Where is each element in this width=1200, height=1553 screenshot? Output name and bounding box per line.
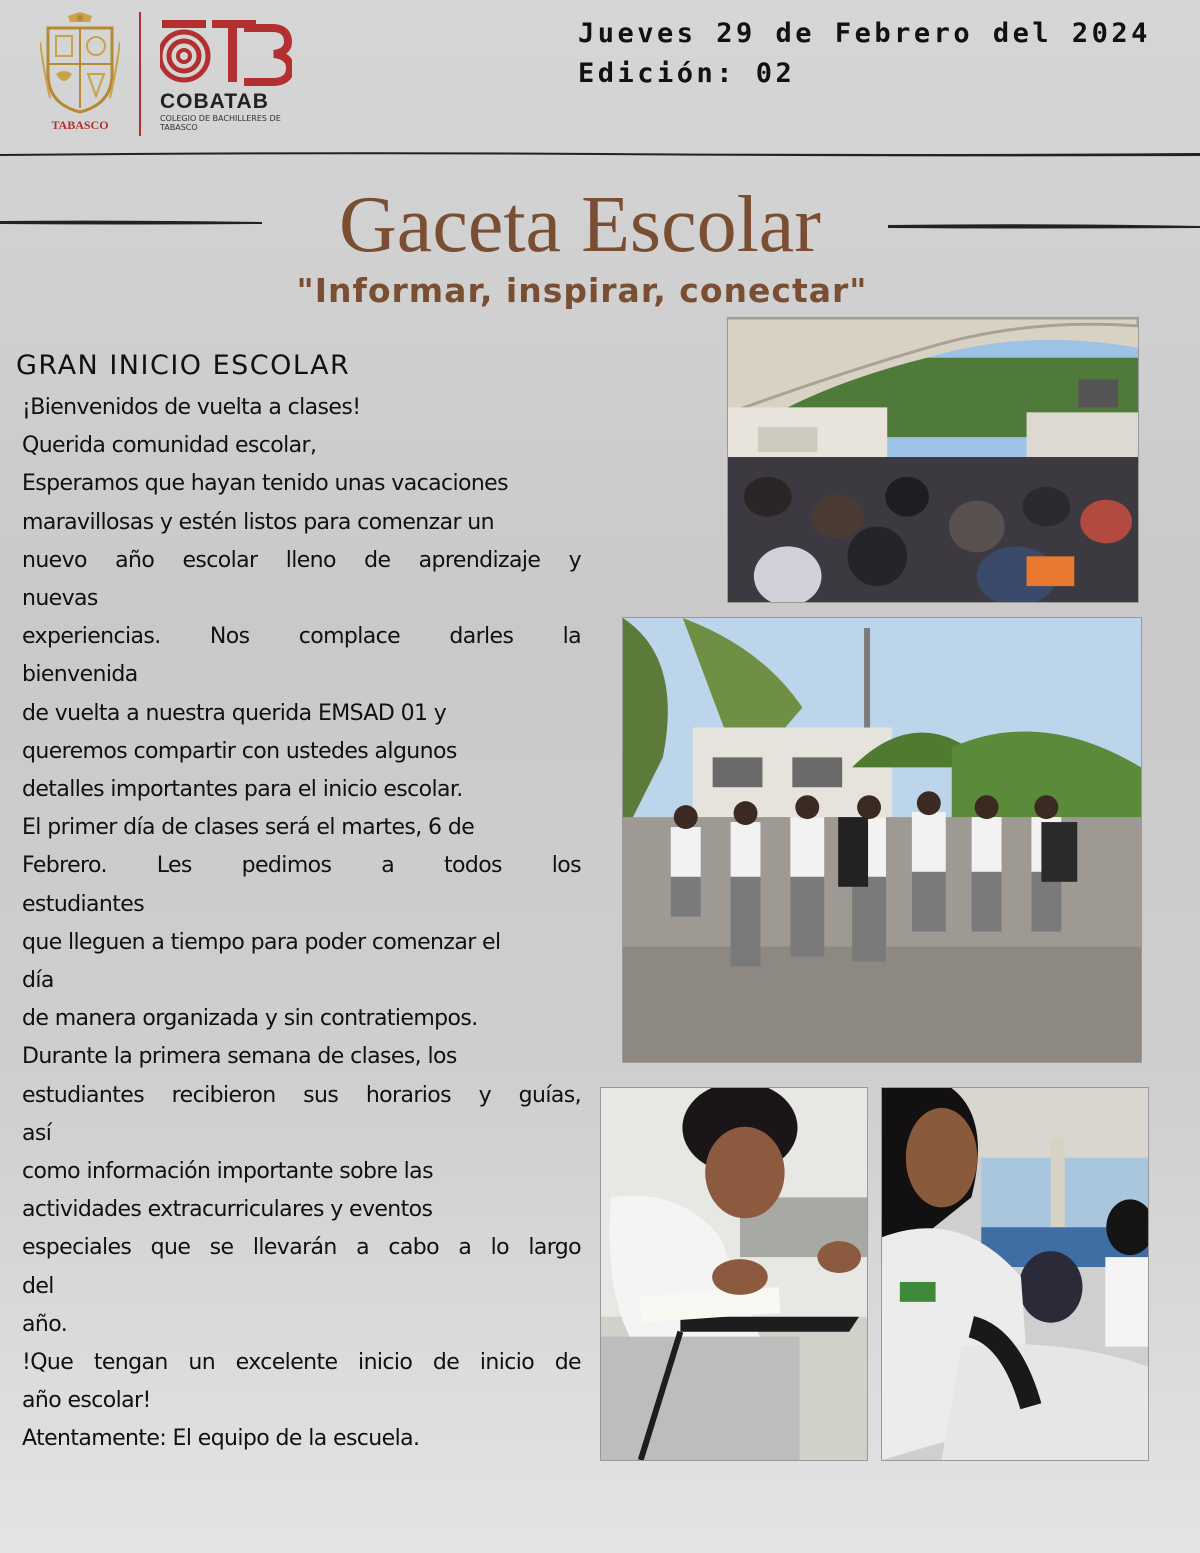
cobatab-subtitle: COLEGIO DE BACHILLERES DE TABASCO	[160, 114, 281, 132]
article-line: bienvenida	[22, 662, 138, 688]
edition-number: Edición: 02	[578, 58, 796, 89]
article-line: nuevo año escolar lleno de aprendizaje y	[22, 547, 581, 573]
article-line: maravillosas y estén listos para comenzar un	[22, 509, 494, 535]
article-line: así	[22, 1120, 52, 1146]
gazette-tagline: "Informar, inspirar, conectar"	[296, 271, 868, 310]
article-line: año.	[22, 1311, 68, 1337]
photo-assembly-under-canopy	[727, 317, 1139, 603]
article-line: actividades extracurriculares y eventos	[22, 1197, 433, 1223]
gazette-title: Gaceta Escolar	[339, 181, 821, 269]
article-line: Febrero. Les pedimos a todos los	[22, 853, 581, 879]
article-line: de manera organizada y sin contratiempos.	[22, 1006, 478, 1032]
article-line: como información importante sobre las	[22, 1159, 433, 1185]
logo-divider	[139, 12, 141, 136]
article-line: detalles importantes para el inicio escolar.	[22, 777, 463, 803]
article-line: que lleguen a tiempo para poder comenzar el	[22, 929, 501, 955]
article-line: Atentamente: El equipo de la escuela.	[22, 1426, 420, 1452]
title-rule-right	[888, 222, 1200, 230]
photo-students-courtyard	[622, 617, 1142, 1063]
article-headline: GRAN INICIO ESCOLAR	[16, 350, 351, 381]
cobatab-logo	[160, 18, 300, 138]
article-gran-inicio-escolar	[16, 350, 581, 1459]
article-line: de vuelta a nuestra querida EMSAD 01 y	[22, 700, 447, 726]
cobatab-name: COBATAB	[160, 90, 269, 113]
article-line: día	[22, 968, 54, 994]
article-line: queremos compartir con ustedes algunos	[22, 738, 457, 764]
article-line: Esperamos que hayan tenido unas vacaciones	[22, 471, 508, 497]
photo-student-writing	[600, 1087, 868, 1461]
article-body	[16, 389, 581, 1459]
tabasco-label: TABASCO	[51, 118, 109, 132]
article-line: del	[22, 1273, 54, 1299]
issue-date: Jueves 29 de Febrero del 2024	[578, 18, 1151, 49]
title-rule-left	[0, 218, 262, 226]
article-line: especiales que se llevarán a cabo a lo largo	[22, 1235, 581, 1261]
article-line: experiencias. Nos complace darles la	[22, 624, 581, 650]
article-line: año escolar!	[22, 1388, 151, 1414]
tabasco-seal-logo	[40, 12, 120, 136]
article-line: estudiantes recibieron sus horarios y guías,	[22, 1082, 581, 1108]
photo-student-profile	[881, 1087, 1149, 1461]
article-line: nuevas	[22, 586, 98, 612]
article-line: !Que tengan un excelente inicio de inicio de	[22, 1350, 581, 1376]
cobatab-emblem-icon	[160, 18, 292, 86]
tabasco-seal-icon	[40, 12, 120, 116]
article-line: Querida comunidad escolar,	[22, 433, 317, 459]
article-line: estudiantes	[22, 891, 145, 917]
top-divider-rule	[0, 150, 1200, 157]
article-line: ¡Bienvenidos de vuelta a clases!	[22, 395, 361, 420]
article-line: Durante la primera semana de clases, los	[22, 1044, 457, 1070]
article-line: El primer día de clases será el martes, 6 de	[22, 815, 475, 841]
